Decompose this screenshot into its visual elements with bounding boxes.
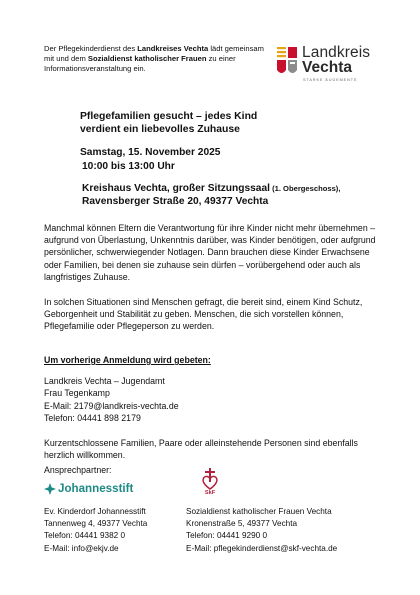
registration-contact — [44, 375, 384, 425]
paragraph-need: Manchmal können Eltern die Verantwortung für ihre Kinder nicht mehr übernehmen – aufgrund von Überlastung, Unkenntnis darüber, was Kinder benötigen, oder aufgrund persönlicher, schwerwiegender Notlagen. Dann brauchen diese Kinder Erwachsene oder Familien, bei denen sie zuhause sein dürfen – vorübergehend oder auch als langfristiges Zuhause. — [44, 223, 376, 282]
headline-line-2: verdient ein liebevolles Zuhause — [80, 124, 240, 135]
landkreis-vechta-logo — [276, 44, 386, 94]
registration-note: Kurzentschlossene Familien, Paare oder alleinstehende Personen sind ebenfalls herzlich willkommen. — [44, 438, 358, 461]
intro-text-2: lädt gemeinsam mit und dem — [44, 44, 264, 64]
event-headline — [80, 110, 400, 136]
contact-right-street: Kronenstraße 5, 49377 Vechta — [186, 519, 298, 529]
johannesstift-logo — [44, 480, 133, 498]
skf-heart-cross-icon — [200, 468, 220, 490]
intro-text-1: Der Pflegekinderdienst des — [44, 44, 138, 53]
logo-line-vechta: Vechta — [302, 59, 352, 76]
event-venue — [82, 182, 402, 208]
registration-phone: Telefon: 04441 898 2179 — [44, 413, 141, 424]
venue-address: Ravensberger Straße 20, 49377 Vechta — [82, 196, 269, 207]
venue-floor: (1. Obergeschoss), — [269, 184, 341, 193]
headline-line-1: Pflegefamilien gesucht – jedes Kind — [80, 111, 258, 122]
registration-org: Landkreis Vechta – Jugendamt — [44, 376, 165, 386]
contact-left-phone: Telefon: 04441 9382 0 — [44, 531, 126, 541]
johannesstift-logo-text: Johannesstift — [58, 482, 134, 496]
contacts-label: Ansprechpartner: — [44, 465, 112, 475]
logo-tagline: STARKE ÄUGEMENTE — [303, 78, 358, 82]
landkreis-crest-icon — [276, 46, 298, 78]
intro-text-3: zu einer Informationsveranstaltung ein. — [44, 54, 236, 74]
intro-skf: Sozialdienst katholischer Frauen — [87, 54, 207, 64]
registration-person: Frau Tegenkamp — [44, 388, 110, 399]
intro-text — [44, 44, 268, 75]
contact-left-email[interactable]: E-Mail: info@ekjv.de — [44, 543, 119, 553]
logo-line-landkreis: Landkreis — [302, 44, 371, 61]
registration-email-label: E-Mail: — [44, 400, 74, 411]
registration-email-link[interactable]: 2179@landkreis-vechta.de — [73, 400, 179, 411]
contact-skf — [186, 506, 337, 555]
contact-johannesstift — [44, 506, 147, 555]
contact-left-street: Tannenweg 4, 49377 Vechta — [44, 519, 148, 529]
intro-landkreis: Landkreises Vechta — [137, 44, 209, 53]
johanniter-cross-icon — [44, 483, 56, 495]
contact-left-name: Ev. Kinderdorf Johannesstift — [44, 507, 146, 516]
skf-logo — [200, 468, 230, 502]
registration-heading: Um vorherige Anmeldung wird gebeten: — [44, 355, 211, 365]
contact-right-email[interactable]: E-Mail: pflegekinderdienst@skf-vechta.de — [186, 543, 338, 553]
paragraph-call: In solchen Situationen sind Menschen gefragt, die bereit sind, einem Kind Schutz, Geborgenheit und Stabilität zu geben. Menschen, die sich vorstellen können, Pflegefamilie oder Pflegeperson zu werden. — [44, 297, 363, 332]
event-date: Samstag, 15. November 2025 — [80, 147, 221, 158]
skf-logo-text: SkF — [204, 490, 216, 496]
contact-right-phone: Telefon: 04441 9290 0 — [186, 531, 268, 541]
venue-name: Kreishaus Vechta, großer Sitzungssaal — [82, 183, 270, 194]
event-time: 10:00 bis 13:00 Uhr — [82, 161, 175, 172]
contact-right-name: Sozialdienst katholischer Frauen Vechta — [186, 507, 332, 516]
